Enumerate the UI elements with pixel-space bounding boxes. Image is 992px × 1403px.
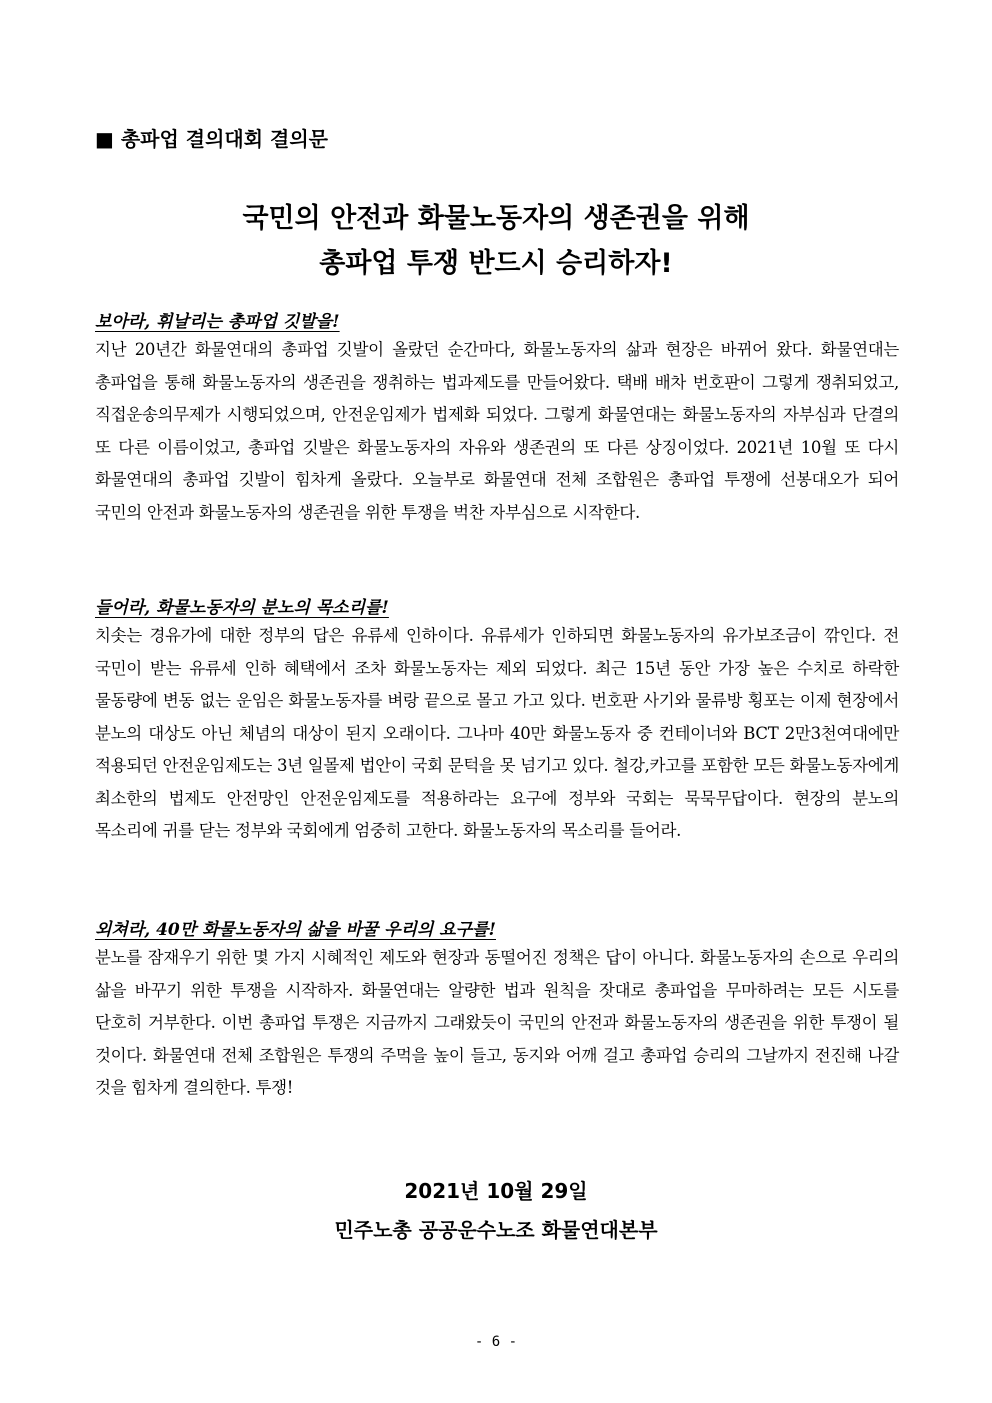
- section-body: 분노를 잠재우기 위한 몇 가지 시혜적인 제도와 현장과 동떨어진 정책은 답이 아니다. 화물노동자의 손으로 우리의 삶을 바꾸기 위한 투쟁을 시작하자. 화물연대는 알량한 법과 원칙을 잣대로 총파업을 무마하려는 모든 시도를 단호히 거부한다. 이번 총파업 투쟁은 지금까지 그래왔듯이 국민의 안전과 화물노동자의 생존권을 위한 투쟁이 될 것이다. 화물연대 전체 조합원은 투쟁의 주먹을 높이 들고, 동지와 어깨 걸고 총파업 승리의 그날까지 전진해 나갈 것을 힘차게 결의한다. 투쟁!: [95, 948, 899, 1097]
- section-heading: 들어라, 화물노동자의 분노의 목소리를!: [95, 598, 389, 618]
- section-body: 지난 20년간 화물연대의 총파업 깃발이 올랐던 순간마다, 화물노동자의 삶과 현장은 바뀌어 왔다. 화물연대는 총파업을 통해 화물노동자의 생존권을 쟁취하는 법과제도를 만들어왔다. 택배 배차 번호판이 그렇게 쟁취되었고, 직접운송의무제가 시행되었으며, 안전운임제가 법제화 되었다. 그렇게 화물연대는 화물노동자의 자부심과 단결의 또 다른 이름이었고, 총파업 깃발은 화물노동자의 자유와 생존권의 또 다른 상징이었다. 2021년 10월 또 다시 화물연대의 총파업 깃발이 힘차게 올랐다. 오늘부로 화물연대 전체 조합원은 총파업 투쟁에 선봉대오가 되어 국민의 안전과 화물노동자의 생존권을 위한 투쟁을 벅찬 자부심으로 시작한다.: [95, 340, 899, 522]
- resolution-section-3: [95, 918, 899, 1105]
- section-heading: 보아라, 휘날리는 총파업 깃발을!: [95, 312, 340, 332]
- resolution-date: 2021년 10월 29일: [404, 1179, 588, 1203]
- resolution-title-line-2: 총파업 투쟁 반드시 승리하자!: [319, 248, 673, 279]
- resolution-title-line-1: 국민의 안전과 화물노동자의 생존권을 위해: [242, 203, 750, 234]
- section-heading: 외쳐라, 40만 화물노동자의 삶을 바꿀 우리의 요구를!: [95, 920, 496, 940]
- resolution-section-1: [95, 310, 899, 529]
- issuing-organization: 민주노총 공공운수노조 화물연대본부: [334, 1218, 658, 1242]
- section-body: 치솟는 경유가에 대한 정부의 답은 유류세 인하이다. 유류세가 인하되면 화물노동자의 유가보조금이 깎인다. 전 국민이 받는 유류세 인하 혜택에서 조차 화물노동자는 제외 되었다. 최근 15년 동안 가장 높은 수치로 하락한 물동량에 변동 없는 운임은 화물노동자를 벼랑 끝으로 몰고 가고 있다. 번호판 사기와 물류방 횡포는 이제 현장에서 분노의 대상도 아닌 체념의 대상이 된지 오래이다. 그나마 40만 화물노동자 중 컨테이너와 BCT 2만3천여대에만 적용되던 안전운임제도는 3년 일몰제 법안이 국회 문턱을 못 넘기고 있다. 철강,카고를 포함한 모든 화물노동자에게 최소한의 법제도 안전망인 안전운임제도를 적용하라는 요구에 정부와 국회는 묵묵무답이다. 현장의 분노의 목소리에 귀를 닫는 정부와 국회에게 엄중히 고한다. 화물노동자의 목소리를 들어라.: [95, 626, 899, 840]
- page-number: - 6 -: [474, 1334, 518, 1350]
- resolution-section-2: [95, 596, 899, 848]
- section-label: ■ 총파업 결의대회 결의문: [95, 127, 328, 151]
